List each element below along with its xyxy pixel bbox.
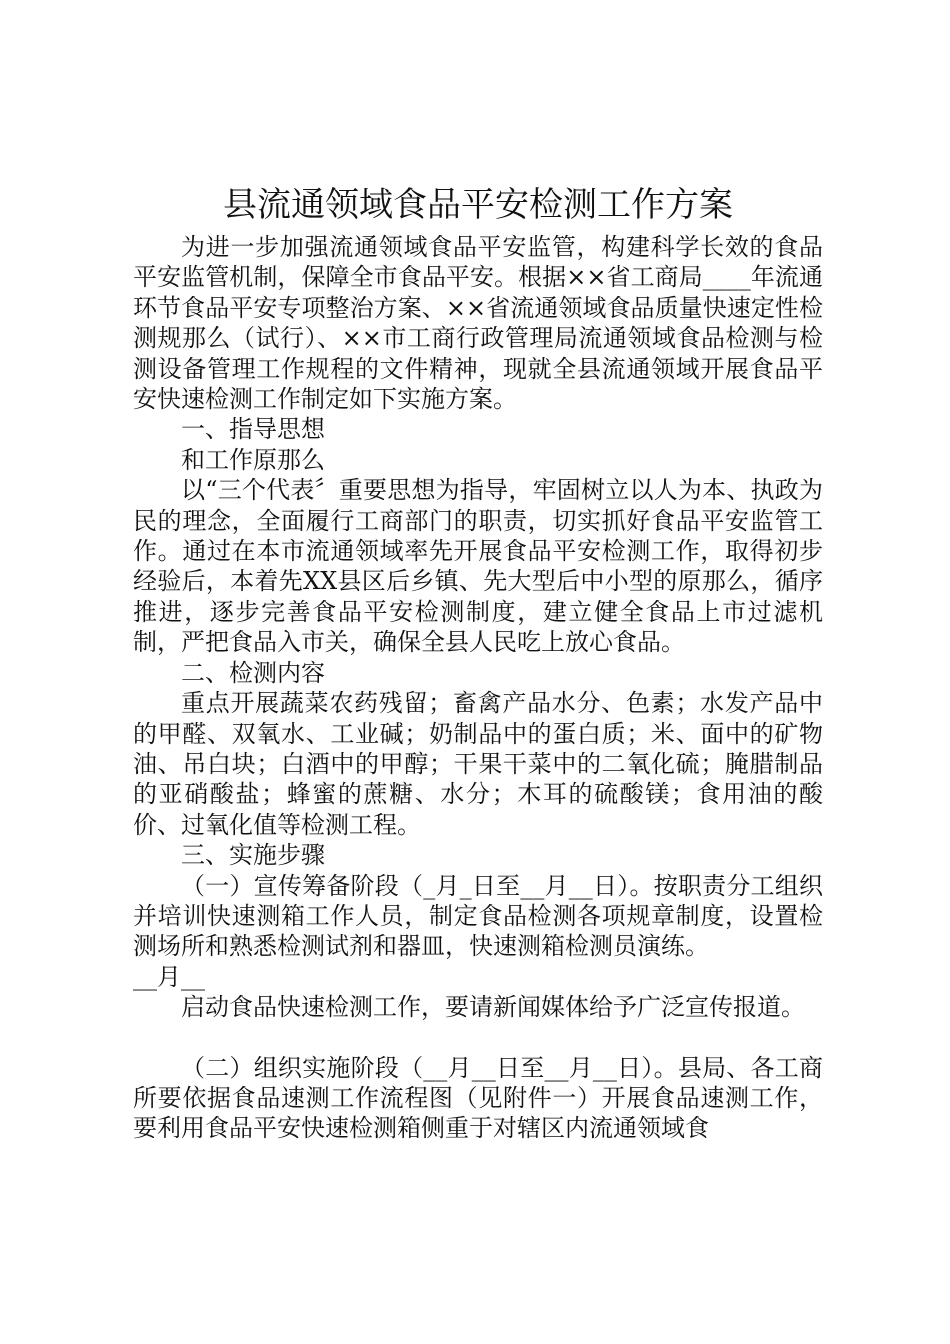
date-fragment: __月__ <box>133 962 205 991</box>
section-heading-principles: 和工作原那么 <box>181 445 325 474</box>
section-heading-inspection-content: 二、检测内容 <box>181 658 325 687</box>
document-title: 县流通领域食品平安检测工作方案 <box>223 185 733 225</box>
section-heading-guiding-thought: 一、指导思想 <box>181 415 325 444</box>
step-two-paragraph: （二）组织实施阶段（__月__日至__月__日）。县局、各工商所要依据食品速测工作流程图（见附件一）开展食品速测工作，要利用食品平安快速检测箱侧重于对辖区内流通领域食 <box>133 1053 823 1143</box>
intro-paragraph: 为进一步加强流通领域食品平安监管，构建科学长效的食品平安监管机制，保障全市食品平安。根据××省工商局____年流通环节食品平安专项整治方案、××省流通领域食品质量快速定性检测规那么（试行）、××市工商行政管理局流通领域食品检测与检测设备管理工作规程的文件精神，现就全县流通领域开展食品平安快速检测工作制定如下实施方案。 <box>133 233 823 414</box>
blank-line <box>133 1023 823 1053</box>
document-page <box>133 180 823 1144</box>
section-heading-implementation-steps: 三、实施步骤 <box>181 841 325 870</box>
inspection-content-paragraph: 重点开展蔬菜农药残留；畜禽产品水分、色素；水发产品中的甲醛、双氧水、工业碱；奶制品中的蛋白质；米、面中的矿物油、吊白块；白酒中的甲醇；干果干菜中的二氧化硫；腌腊制品的亚硝酸盐；蜂蜜的蔗糖、水分；木耳的硫酸镁；食用油的酸价、过氧化值等检测工程。 <box>133 689 823 839</box>
launch-paragraph: 启动食品快速检测工作，要请新闻媒体给予广泛宣传报道。 <box>181 993 805 1022</box>
step-one-paragraph: （一）宣传筹备阶段（_月_日至__月__日）。按职责分工组织并培训快速测箱工作人员，制定食品检测各项规章制度，设置检测场所和熟悉检测试剂和器皿，快速测箱检测员演练。 <box>133 871 823 961</box>
guiding-thought-paragraph: 以“三个代表〞重要思想为指导，牢固树立以人为本、执政为民的理念，全面履行工商部门的职责，切实抓好食品平安监管工作。通过在本市流通领域率先开展食品平安检测工作，取得初步经验后，本着先XX县区后乡镇、先大型后中小型的原那么，循序推进，逐步完善食品平安检测制度，建立健全食品上市过滤机制，严把食品入市关，确保全县人民吃上放心食品。 <box>133 476 823 657</box>
